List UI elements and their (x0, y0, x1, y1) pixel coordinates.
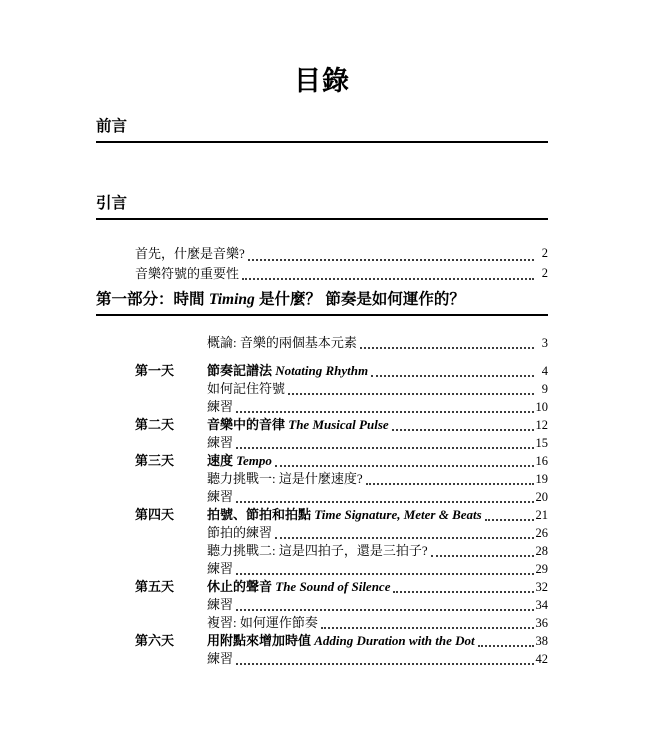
toc-entry-title-english: The Sound of Silence (275, 579, 391, 594)
toc-row (96, 542, 548, 560)
toc-page-number: 38 (535, 634, 548, 648)
toc-page-number: 34 (535, 598, 548, 612)
toc-page-number: 15 (535, 436, 548, 450)
toc-page-number: 2 (541, 246, 548, 260)
section-heading-preface (96, 118, 548, 143)
toc-day-label: 第一天 (135, 363, 175, 378)
toc-entry-title: 如何記住符號 (207, 381, 286, 396)
toc-row (96, 380, 548, 398)
toc-day-label: 第二天 (135, 417, 175, 432)
toc-row (96, 470, 548, 488)
toc-row (96, 264, 548, 284)
toc-row (96, 506, 548, 524)
toc-row (96, 452, 548, 470)
dot-leader (275, 537, 533, 539)
dot-leader (275, 465, 534, 467)
toc-row (96, 578, 548, 596)
toc-sections (96, 118, 548, 668)
toc-entry-title: 速度 Tempo (207, 453, 272, 468)
toc-entry-title: 聽力挑戰一: 這是什麼速度? (207, 471, 363, 486)
dot-leader (392, 429, 534, 431)
toc-entry-title: 練習 (207, 597, 234, 612)
toc-page-number: 10 (535, 400, 548, 414)
toc-day-label: 第三天 (135, 453, 175, 468)
toc-row (96, 398, 548, 416)
toc-page-number: 20 (535, 490, 548, 504)
toc-page-number: 16 (535, 454, 548, 468)
toc-entry-title: 音樂符號的重要性 (135, 265, 240, 281)
section-heading-intro (96, 195, 548, 220)
toc-entry-title: 練習 (207, 651, 234, 666)
toc-page-number: 28 (535, 544, 548, 558)
toc-entry-title: 練習 (207, 561, 234, 576)
toc-entry-title: 練習 (207, 399, 234, 414)
dot-leader (236, 447, 533, 449)
toc-page-number: 32 (535, 580, 548, 594)
toc-row (96, 488, 548, 506)
toc-row (96, 362, 548, 380)
heading-text: 第一部分：時間 (96, 291, 209, 308)
toc-row (96, 632, 548, 650)
dot-leader (236, 411, 533, 413)
toc-entry-title-english: Notating Rhythm (275, 363, 369, 378)
toc-page-number: 12 (535, 418, 548, 432)
heading-text: 是什麼？ 節奏是如何運作的？ (254, 291, 465, 308)
toc-entry-title-english: Tempo (236, 453, 272, 468)
section-heading-part (96, 291, 548, 316)
toc-row (96, 244, 548, 264)
toc-row (96, 614, 548, 632)
toc-row (96, 560, 548, 578)
toc-entry-title: 概論: 音樂的兩個基本元素 (207, 335, 357, 350)
dot-leader (236, 573, 533, 575)
dot-leader (431, 555, 534, 557)
toc-page-number: 42 (535, 652, 548, 666)
toc-day-label: 第六天 (135, 633, 175, 648)
dot-leader (288, 393, 534, 395)
toc-page-number: 2 (541, 265, 548, 280)
toc-entry-title: 音樂中的音律 The Musical Pulse (207, 417, 389, 432)
dot-leader (366, 483, 534, 485)
toc-page-number: 29 (535, 562, 548, 576)
dot-leader (360, 347, 534, 349)
dot-leader (236, 663, 533, 665)
dot-leader (236, 501, 533, 503)
toc-entry-title-english: The Musical Pulse (288, 417, 389, 432)
toc-row (96, 416, 548, 434)
toc-entry-title: 節奏記譜法 Notating Rhythm (207, 363, 369, 378)
heading-text: 引言 (96, 195, 128, 212)
toc-row (96, 524, 548, 542)
toc-entry-title: 節拍的練習 (207, 525, 273, 540)
section-preface (96, 118, 548, 143)
page-title: 目錄 (294, 66, 350, 96)
toc-page-number: 21 (535, 508, 548, 522)
heading-italic-text: Timing (208, 291, 255, 308)
toc-page-number: 19 (535, 472, 548, 486)
dot-leader (242, 278, 534, 280)
toc-entry-title: 休止的聲音 The Sound of Silence (207, 579, 391, 594)
toc-entry-title: 練習 (207, 435, 234, 450)
dot-leader (371, 375, 534, 377)
toc-day-label: 第五天 (135, 579, 175, 594)
toc-page-number: 26 (535, 526, 548, 540)
toc-entry-title-english: Time Signature, Meter & Beats (314, 507, 482, 522)
toc-page-number: 9 (541, 382, 548, 396)
heading-text: 前言 (96, 118, 128, 135)
dot-leader (248, 259, 534, 261)
toc-row (96, 596, 548, 614)
toc-row (96, 334, 548, 352)
toc-page-number: 4 (541, 364, 548, 378)
section-intro (96, 195, 548, 283)
dot-leader (478, 645, 534, 647)
toc-row-list (96, 244, 548, 283)
toc-entry-title: 練習 (207, 489, 234, 504)
dot-leader (236, 609, 533, 611)
dot-leader (321, 627, 534, 629)
toc-page-number: 3 (541, 336, 548, 350)
toc-entry-title: 拍號、節拍和拍點 Time Signature, Meter & Beats (207, 507, 482, 522)
toc-page-number: 36 (535, 616, 548, 630)
toc-row (96, 650, 548, 668)
section-part (96, 291, 548, 668)
toc-entry-title-english: Adding Duration with the Dot (314, 633, 475, 648)
toc-entry-title: 用附點來增加時值 Adding Duration with the Dot (207, 633, 475, 648)
toc-entry-title: 首先，什麼是音樂? (135, 246, 245, 261)
dot-leader (485, 519, 534, 521)
toc-entry-title: 聽力挑戰二: 這是四拍子，還是三拍子? (207, 543, 428, 558)
toc-row-list (96, 334, 548, 668)
toc-day-label: 第四天 (135, 507, 175, 522)
dot-leader (393, 591, 533, 593)
toc-row (96, 434, 548, 452)
toc-entry-title: 複習: 如何運作節奏 (207, 615, 318, 630)
